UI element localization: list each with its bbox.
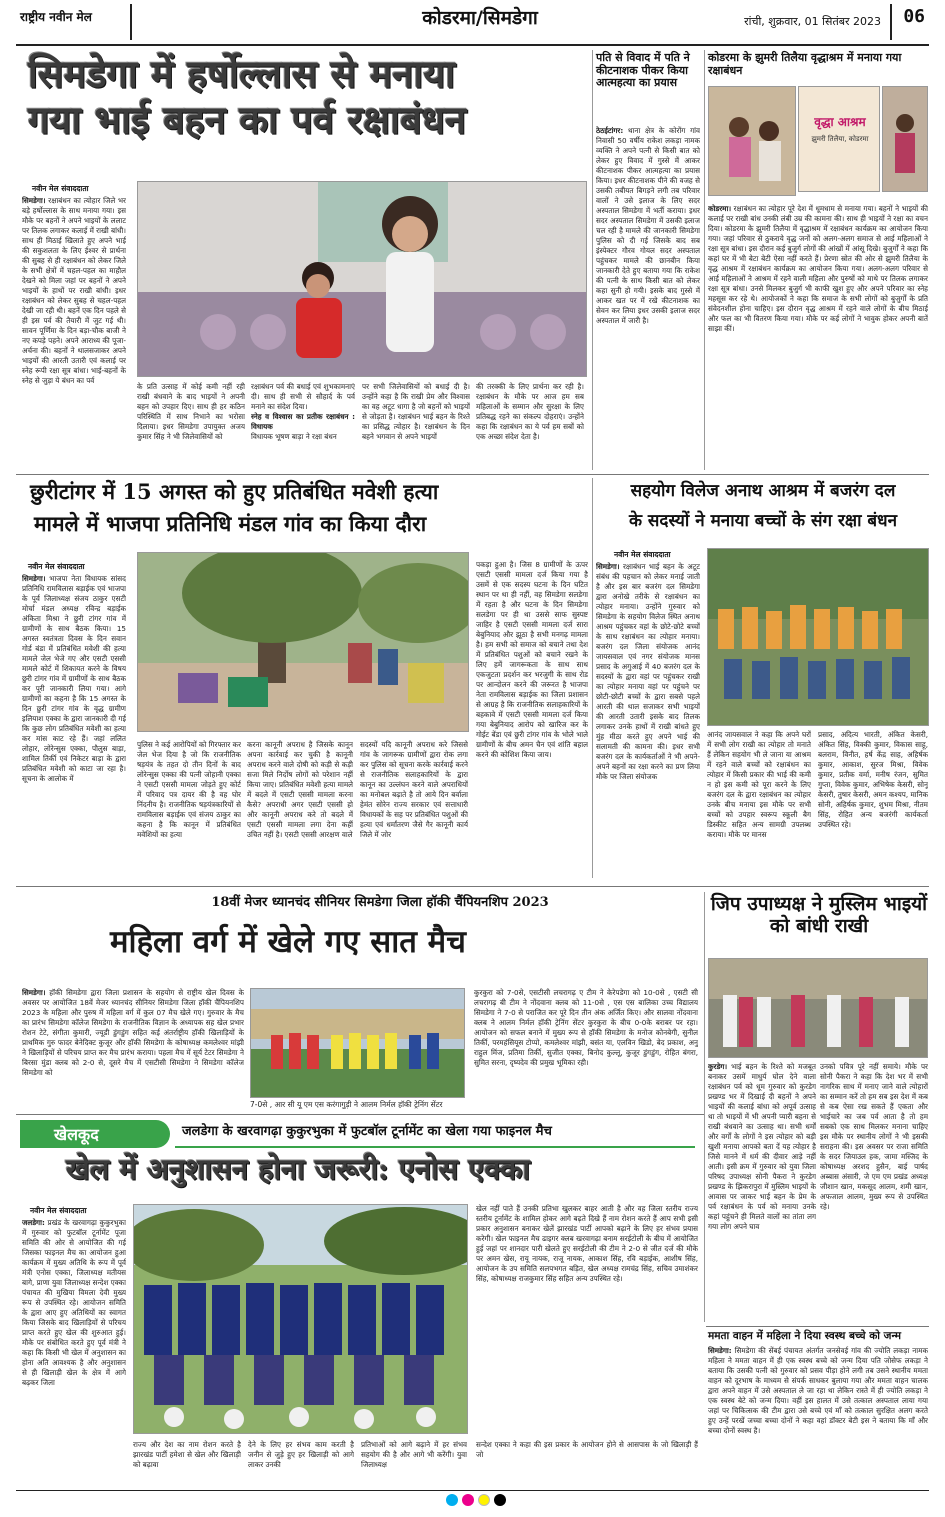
lead-headline-1: सिमडेगा में हर्षोल्लास से मनाया: [28, 51, 456, 96]
registration-strip: [16, 1494, 929, 1508]
ashram-sign-subtext: झुमरी तिलैया, कोडरमा: [811, 135, 869, 143]
village-body-col3: करना कानूनी अपराध है जिसके कानून अपना कार्रवाई कर चुकी है कानूनी अपराध करने वाले दोषी को कड़ी से कड़ी सजा मिले निर्दोष लोगों को परेशान नहीं किया जाए। प्रतिबंधित मवेशी हत्या मामले में बदले में एसटी एससी मामला करना कैसे? अपराधी अगर एसटी एससी हो और कानूनी अपराध करे तो बदले में एसटी एससी मामला लगा देना कहीं उचित नहीं है। एसटी एससी आरक्षण वाले: [247, 740, 353, 839]
hockey-headline: महिला वर्ग में खेले गए सात मैच: [110, 924, 466, 960]
masthead-rule: [16, 44, 929, 46]
registration-black-mark: [494, 1494, 506, 1506]
mamta-headline: ममता वाहन में महिला ने दिया स्वस्थ बच्चे को जन्म: [708, 1330, 902, 1342]
village-body-col4: सदस्यों यदि कानूनी अपराध करे जिससे गांव के जागरूक ग्रामीणों द्वारा रोक लगा कर पुलिस को सूचना करके कार्रवाई करने से राजनीतिक सलाहकारियों के द्वारा कानून का उल्लंघन करने वाले अपराधियों का मनोबल बढ़ाते है तो आये दिन बर्वाला हेमंत सोरेन राज्य सरकार एवं सत्ताधारी विधायकों के सह पर प्रतिबंधित पशुओं की हत्या एवं धर्मांतरण जैसे गैर कानूनी कार्य जिले में जोर: [360, 740, 468, 839]
side-story-1-headline: पति से विवाद में पति ने कीटनाशक पीकर किया आत्महत्या का प्रयास: [596, 51, 690, 90]
column-divider: [592, 478, 593, 878]
football-team-photo: [133, 1204, 468, 1434]
village-body-left: सिमडेगा। भाजपा नेता विधायक सांसद प्रतिनिधि रामविलास बड़ाईक एवं भाजपा के पूर्व जिलाध्यक्ष संजय ठाकुर एसटी मोर्चा मंडल अध्यक्ष रविन्द्र बड़ाईक अंकिता मिश्रा ने छुरी टांगर गांव में ग्रामीणों के साथ बैठक किया। 15 अगस्त स्वतंत्रता दिवस के दिन सवान गोर्ड बंडा में प्रतिबंधित मवेशी की हत्या मामले जेल भेजे गए और एसटी एससी मामले कोर्ट में शिकायत करने के विषय छुरी टांगर गांव में ग्रामीणों के साथ बैठक कर पूरी जानकारी लिया गया। आगे ग्रामीणों का कहना है कि 15 अगस्त के दिन छुरी टांगर गांव के वृद्ध ग्रामीण इलियाश एक्का के द्वारा जानकारी दी गई कि कुछ लोग प्रतिबंधित मवेशी का हत्या कर मांस काट रहे हैं। जहां ललित लोहार, लोरेन्सुस एक्का, पौलुस बाड़ा, शामिल तिर्की एवं निकेटर बाड़ा के द्वारा प्रतिबंधित मवेशी को काटा जा रहा है। सूचना के आलोक में: [22, 574, 126, 783]
section-rule: [16, 886, 929, 887]
football-body-bottom-1: राज्य और देश का नाम रोशन करते है झारखंड पार्टी हमेशा से खेल और खिलाड़ी को बढ़ावा: [133, 1440, 241, 1469]
ashram-photo-1: [708, 86, 796, 196]
ashram-body-right: प्रसाद, अदित्य भारती, अंकित केसरी, अंकित सिंह, विक्की कुमार, विकास साहू, बलराम, विनीत, हर्ष केंद्र साह, अहिर्षक कुमार, आकाश, सुरज मिश्रा, विवेक कुमार, प्रतीक वर्मा, मनीष रंजन, सुमित गुप्ता, विवेक कुमार, अभिषेक केसरी, सोनू केसरी, तुषार केसरी, अमन कश्यप, मानिक सोनी, अहिर्षक कुमार, शुभम मिश्रा, नीतम सिंह, रोहित अन्य बजरंगी कार्यकर्ता उपस्थित रहे।: [818, 730, 928, 829]
rakhi-muslim-body-left: कुरडेग। भाई बहन के रिश्ते को मजबूत बनाकर उसमें माधुर्य घोल देने वाला रक्षाबंधन पर्व को धूम गुरुवार को कुरडेग प्रखण्ड भर में दिखाई दी बहनों ने अपने भाइयों की कलाई बांधा को अपूर्व उत्साह था तो भाइयों में भी अपनी प्यारी बहना से राखी बंधवाने का उत्साह था। सभी धर्मों और वर्गों के लोगों ने इस त्योहार को बड़ी खुशी मनाया आपको बता दें यह त्योहार है जिसे मानने में धर्म की दीवार आड़े नहीं आती। इसी क्रम में गुरुवार को युवा जिला परिषद उपाध्यक्ष सोनी पैकरा ने कुरडेग प्रखण्ड के झिकरापुरा में मुस्लिम भाइयों के आवास पर जाकर भाई बहन के प्रेम के पर्व रक्षाबंधन के पर्व को मनाया उनके कहां पहुंचने ही मिलते वालों का तांता लग गया लोग अपने घाव: [708, 1062, 816, 1231]
registration-yellow-mark: [478, 1494, 490, 1506]
bajrang-dal-group-photo: [707, 548, 929, 726]
brand-logo-text: राष्ट्रीय नवीन मेल: [20, 10, 92, 24]
side-story-1-body: ठेठईटांगर: थाना क्षेत्र के कोरोंग गांव निवासी 50 वर्षीय राकेश लकड़ा नामक व्यक्ति ने अपने पत्नी से किसी बात को लेकर हुए विवाद में गुस्से में आकर कीटनाशक पीकर आत्महत्या का प्रयास किया। इधर कीटनाशक पीने की वजह से उसकी तबीयत बिगड़ने लगी तब परिवार वालों ने उसे इलाज के लिए सदर अस्पताल सिमडेगा में भर्ती कराया। इधर सदर अस्पताल सिमडेगा में उसकी इलाज चल रही है मामले की जानकारी सिमडेगा पुलिस को दी गई जिसके बाद सब इंस्पेक्टर गौरव गोयल सदर अस्पताल पहुंचकर मामले की छानबीन किया जानकारी देते हुए बताया गया कि राकेश की पत्नी के साथ किसी बात को लेकर कहा सुनी हो गयी। इसके बाद गुस्से में आकर खत पर में रखे कीटनाशक का सेवन कर लिया इधर उसकी इलाज सदर अस्पताल में जारी है।: [596, 126, 700, 325]
rakhi-muslim-photo: [708, 958, 928, 1058]
village-body-col5: पकड़ा हुआ है। जिस 8 ग्रामीणों के ऊपर एसटी एससी मामला दर्ज किया गया है उसमें से एक सदस्य घटना के दिन घटित स्थान पर था ही नहीं, वह सिमडेगा सलडेगा में रहता है और घटना के दिन सिमडेगा सलडेगा पर ही था उससे साफ सुस्पष्ट जाहिर है एसटी एससी मामला दर्ज सारा बेबुनियाद और झूठा है सभी मनगढ़ मामला है। हम सभी को समाज को बचाने तथा देश में प्रतिबंधित पशुओं को बचाने रखने के लिए हमें जागरूकता के साथ साथ एकजुटता प्रदर्शन कर भरजुगी के साथ रोड पर आन्दोलन करने की जरूरत है भाजपा नेता रामविलास बड़ाईक का जिला प्रशासन से आग्रह है कि राजनीतिक सलाहकारियों के बहकावे में एसटी एससी मामला दर्ज किया गया बेबुनियाद आरोप को खारिज कर के गोईट बेंडा एवं छुरी टांगर गांव के भोले भाले ग्रामीणों के बीच अमन चैन एवं शांति बहाल करने की कोशिश किया जाय।: [476, 560, 588, 759]
football-body-left: जलडेगा: प्रखंड के खरवागढ़ा कुकुरभुका में गुरुवार को फुटबॉल टूर्नामेंट पूजा समिति की ओर से आयोजित की गई जिसका फाइनल मैच का आयोजन हुआ कार्यक्रम में मुख्य अतिथि के रूप में पूर्व मंत्री एनोस एक्का, जिलाध्यक्ष मतीयस बागे, प्राणा युवा जिलाध्यक्ष सन्देश एक्का पंचायत की मुखिया विमला देवी मुख्य रूप से उपस्थित रहे। आयोजन समिति के द्वारा आए हुए अतिथियों का स्वागत किया जिसके बाद खिलाड़ियों से परिचय प्राप्त करते हुए खेल की शुरुआत हुई। मौके पर संबोधित करते हुए पूर्व मंत्री ने कहा कि किसी भी खेल में अनुशासन का होना अति आवश्यक है और अनुशासन से ही खिलाड़ी खेल के क्षेत्र में आगे बढ़कर जिला: [22, 1218, 126, 1387]
hockey-kicker: 18वीं मेजर ध्यानचंद सीनियर सिमडेगा जिला हॉकी चैंपियनशिप 2023: [211, 895, 549, 910]
column-divider: [592, 50, 593, 470]
village-headline-2: मामले में भाजपा प्रतिनिधि मंडल गांव का किया दौरा: [34, 511, 427, 536]
column-divider: [704, 50, 705, 470]
khelkud-section-tag: खेलकूद: [20, 1120, 170, 1148]
hockey-photo-caption: 7-0से , आर सी यू एम एस करंगागुड़ी ने आलम निर्मल हॉकी ट्रेनिंग सेंटर: [250, 1100, 443, 1109]
ashram-headline-2: के सदस्यों ने मनाया बच्चों के संग रक्षा बंधन: [628, 511, 898, 531]
football-kicker: जलडेगा के खरवागढ़ा कुकुरभुका में फुटबॉल टूर्नामेंट का खेला गया फाइनल मैच: [182, 1124, 552, 1139]
kicker-underline: [175, 1146, 695, 1148]
side-story-2-body: कोडरमा। रक्षाबंधन का त्योहार पूरे देश में धूमधाम से मनाया गया। बहनों ने भाइयों की कलाई पर राखी बांध उनकी लंबी उम्र की कामना की। साथ ही भाइयों ने रक्षा का वचन दिया। कोडरमा के झुमरी तिलैया में वृद्धाश्रम में रक्षाबंधन कार्यक्रम का आयोजन किया गया। जहां परिवार से ठुकराये वृद्ध जनों को अलग-अलग समाज से आई महिलाओं ने रक्षा सूत्र बांधा। इस दौरान कई बुजुर्ग लोगों की आंखों में आंसू दिखे। बुजुर्गों ने कहा कि कहां घर में भी बेटा बेटी ऐसा नहीं करते हैं। प्रेरणा स्रोत की ओर से झुमरी तिलैया के वृद्ध आश्रम में रक्षाबंधन कार्यक्रम का आयोजन किया गया। अलग-अलग परिवार से आई महिलाओं ने आश्रम में रहने वाली महिला और पुरुषों को माथे पर तिलक लगाकर रक्षा सूत्र बांधा। उनसे मिलकर बुजुर्ग भी काफी खुश हुए और अपने परिवार का स्नेह महसूस कर रहे थे। आयोजकों ने कहा कि समाज के सभी लोगों को बुजुर्गों के प्रति संवेदनशील होना चाहिए। इस दौरान वृद्ध आश्रम में रहने वाले लोगों के बीच मिठाई और फल का भी वितरण किया गया। मौके पर कई लोगों ने भावुक होकर अपनी बातें साझा कीं।: [708, 204, 928, 333]
issue-dateline: रांची, शुक्रवार, 01 सितंबर 2023: [744, 15, 881, 28]
football-body-right: खेल नहीं पाते हैं उनकी प्रतिभा खुलकर बाहर आती है और वह जिला स्तरीय राज्य स्तरीय टूर्नामेंट के शामिल होकर आगे बढ़ते दिखे हैं नाम रोशन करते हैं आप सभी इसी प्रकार अनुशासन बनाकर खेलें झारखंड पार्टी आपको बढ़ाने के लिए हर संभव प्रयास करेगी। खेल फाइनल मैच ढाइगर क्लब खरवागढ़ा बनाम सरईटोली के बीच में आयोजित हुई जहां पर शानदार पारी खेलते हुए सरईटोली की टीम ने 2-0 से जीत दर्ज की मौके पर अमन खेस, रायू नायक, राजू नायक, आकाश सिंह, रवि बड़ाईक, आशीष सिंह, आयोजन के उप समिति सलपभगत बड़ित, खेल अध्यक्ष रामचंद्र सिंह, सचिव उमाशंकर सिंह, कोषाध्यक्ष राजकुमार सिंह सहित अन्य उपस्थित रहे।: [476, 1204, 698, 1283]
ashram-sign-photo: [798, 86, 880, 192]
lead-headline-2: गया भाई बहन का पर्व रक्षाबंधन: [28, 97, 467, 142]
ashram-body-mid: आनंद जायसवाल ने कहा कि अपने घरों में सभी लोग राखी का त्योहार तो मनाते हैं लेकिन सहयोग भी ले जाना या आश्रम में रहने वाले बच्चों को रक्षाबंधन का त्योहार में किसी प्रकार की भाई की कमी न हो इस कमी को पूरा करने के लिए बजरंग दल के द्वारा रक्षाबंधन का त्योहार उनके बीच मनाया इस मौके पर सभी बच्चों को उपहार स्वरूप स्कूली बैग डिस्कीट सहित अन्य सामग्री उपलब्ध कराया। मौके पर मानस: [707, 730, 811, 839]
football-body-bottom-4: सन्देश एक्का ने कहा की इस प्रकार के आयोजन होने से आसपास के जो खिलाड़ी हैं जो: [476, 1440, 698, 1459]
village-byline: नवीन मेल संवाददाता: [28, 562, 85, 571]
lead-photo-children: [137, 181, 587, 377]
football-headline: खेल में अनुशासन होना जरूरी: एनोस एक्का: [66, 1152, 531, 1186]
village-headline-1: छुरीटांगर में 15 अगस्त को हुए प्रतिबंधित मवेशी हत्या: [30, 479, 439, 504]
lead-subhead-mla: स्नेह व विश्वास का प्रतीक रक्षाबंधन : विधायक: [251, 412, 355, 431]
ashram-sign-text: वृद्धा आश्रम: [814, 115, 866, 129]
ashram-photo-2: [882, 86, 928, 192]
football-body-bottom-2: देने के लिए हर संभव काम करती है जनीन से जुड़े हुए हर खिलाड़ी को आगे लाकर उनकी: [248, 1440, 354, 1469]
mamta-body: सिमडेगा: सिमडेगा की सेंबई पंचायत अंतर्गत जनसेवई गांव की ज्योति लकड़ा नामक महिला ने ममता वाहन में ही एक स्वस्थ बच्चे को जन्म दिया पति जोसेफ लकड़ा ने बताया कि उसकी पत्नी को गुरुवार को प्रसव पीड़ा होने लगी तब उसने स्थानीय ममता वाहन को दूरभाष के माध्यम से संपर्क साधकर बुलाया गया और ममता वाहन चालक द्वारा अपने वाहन में उसे अस्पताल ले जा रहा था लेकिन रास्ते में ही ज्योति लकड़ा ने एक स्वस्थ बेटे को जन्म दिया। वहीं इस हालत में उसे तत्काल अस्पताल लाया गया जहां पर चिकित्सक की टीम द्वारा उसे बच्चे एवं माँ को तत्काल सुरक्षित अलग करते हुए उन्हें परखें जच्चा बच्चा दोनों ने कहा वहां डॉक्टर बेटी इस ने बताया कि माँ और बच्चा दोनों स्वस्थ है।: [708, 1346, 928, 1435]
masthead-separator: [130, 4, 132, 40]
page-number: 06: [903, 6, 925, 27]
registration-magenta-mark: [462, 1494, 474, 1506]
side-story-2-headline: कोडरमा के झुमरी तिलैया वृद्धाश्रम में मनाया गया रक्षाबंधन: [708, 51, 902, 77]
lead-body-col3: रक्षाबंधन पर्व की बधाई एवं शुभकामनाएं दी। साथ ही सभी से सौहार्द के पर्व मनाने का संदेश दिया। स्नेह व विश्वास का प्रतीक रक्षाबंधन : विधायक विधायक भूषण बाड़ा ने रक्षा बंधन: [251, 382, 355, 441]
lead-body-col2: के प्रति उत्साह में कोई कमी नहीं रही राखी बंधवाने के बाद भाइयों ने अपनी बहन को उपहार दिए। साथ ही हर कठिन परिस्थिति में साथ निभाने का भरोसा दिलाया। इधर सिमडेगा उपायुक्त अजय कुमार सिंह ने भी जिलेवासियों को: [137, 382, 245, 441]
village-body-col2: पुलिस ने कई आरोपियों को गिरफ्तार कर जेल भेज दिया है जो कि राजनीतिक षड़यंत्र के तहत दो तीन दिनों के बाद लोरेन्सुस एक्का की पत्नी जोहानी एक्का ने एसटी एससी मामला जोड़ते हुए कोर्ट में परिवाद पत्र दायर की है वह घोर निंदनीय है। राजनीतिक षड़यंत्रकारियों से रामविलास बड़ाईक एवं संजय ठाकुर का कहना है कि कानून में प्रतिबंधित मवेशियों का हत्या: [137, 740, 241, 839]
hockey-team-photo: [250, 988, 465, 1098]
section-title: कोडरमा/सिमडेगा: [422, 7, 538, 29]
rakhi-muslim-body-right: उनको पवित्र पूरे नहीं समाये। मौके पर सोनी पैकरा ने कहा कि देश भर में सभी नागरिक साथ में मनाए जाने वाले त्योहारों का सम्मान करें तो हम सब इस देश में कब से कब ऐसा रख सकते हैं एकता और भाईचारे का जब पर्व आता है तो हम सबको एक साथ मिलकर मनाना चाहिए इस मौके पर स्थानीय लोगों ने भी इसकी सराहना की। इस अवसर पर राजा समिति के सदर जियाउल हक, जामा मस्जिद के कोषाध्यक्ष अरशद हुसैन, बाई पार्षद अब्बास अंसारी, जे एम एम प्रखंड अध्यक्ष जीशान खान, मकसूद आलम, शमी खान, अफजाल आलम, मुख्य रूप से उपस्थित रहे।: [820, 1062, 928, 1211]
ashram-headline-1: सहयोग विलेज अनाथ आश्रम में बजरंग दल: [630, 481, 896, 501]
column-divider: [704, 892, 705, 1322]
ashram-byline: नवीन मेल संवाददाता: [614, 550, 671, 559]
lead-body-left: सिमडेगा। रक्षाबंधन का त्योहार जिले भर बड़े हर्षोल्लास के साथ मनाया गया। इस मौके पर बहनों ने अपने भाइयों के ललाट पर तिलक लगाकर कलाई में राखी बांधी। साथ ही मिठाई खिलाते हुए अपने भाई की सकुशलता के लिए ईश्वर से प्रार्थना की सुबह से ही रक्षाबंधन को लेकर जिले के सभी क्षेत्रों में चहल-पहल का माहौल देखने को मिला जहां पर बहनों ने अपने भाइयों के हाथों पर राखी बांधी। इधर रक्षाबंधन को लेकर सुबह से चहल-पहल देखी जा रही थी। बहनें एक दिन पहले से ही इस पर्व की तैयारी में जुट गई थी। सावन पूर्णिमा के दिन बड़ा-चौक बाजी ने नए कपड़े पहने। अपने आराध्य की पूजा-अर्चना की। बहनों ने थालसजाकर अपने भाइयों की आरती उतारी एवं कलाई पर स्नेह रूपी रक्षा सूत्र बांधा। भाई-बहनों के स्नेह से जुड़ा ये बंधन का पर्व: [22, 196, 126, 385]
village-meeting-photo: [137, 552, 469, 732]
section-rule: [706, 1326, 929, 1327]
section-rule: [16, 1114, 704, 1115]
lead-body-col5: की तरक्की के लिए प्रार्थना कर रही है। रक्षाबंधन के मौके पर आज हम सब महिलाओं के सम्मान और सुरक्षा के लिए प्रतिबद्ध रहने का संकल्प दोहराएं। उन्होंने कहा कि रक्षाबंधन का ये पर्व हम सबों को एक अच्छा संदेश देता है।: [476, 382, 584, 441]
football-body-bottom-3: प्रतिभाओं को आगे बढ़ाने में हर संभव सहयोग की है और आगे भी करेंगी। युवा जिलाध्यक्ष: [361, 1440, 467, 1469]
masthead-separator: [890, 4, 892, 40]
section-rule: [16, 474, 929, 475]
hockey-body-left: सिमडेगा। हॉकी सिमडेगा द्वारा जिला प्रशासन के सहयोग से राष्ट्रीय खेल दिवस के अवसर पर आयोजित 18वें मेजर ध्यानचंद सीनियर सिमडेगा जिला हॉकी चैंपियनशिप 2023 के महिला और पुरुष में महिला वर्ग में कुल 07 मैच खेले गए। गुरुवार के मैच का प्रारंभ सिमडेगा कॉलेज सिमडेगा के राजनीतिक विज्ञान के अध्यापक सह खेल प्रभार रोशन टेटे, संगीता कुमारी, ज्यूडी डुंगडुंग सहित कई अंतर्राष्ट्रीय हॉकी खिलाड़ियों के प्राथमिक गुरु फादर बेनेदिक्ट कुजूर और हॉकी सिमडेगा के कोषाध्यक्ष कमलेश्वर मांझी ने खिलाड़ियों से परिचय प्राप्त कर मैच प्रारंभ कराया। पहला मैच में सूर्य टेटर सिमडेगा ने बिरसा मुंडा क्लब को 2-0 से, दूसरे मैच में एसटीसी सिमडेगा ने सिमडेगा कॉलेज सिमडेगा को: [22, 988, 244, 1077]
rakhi-muslim-headline: जिप उपाध्यक्ष ने मुस्लिम भाइयों को बांधी राखी: [710, 893, 928, 937]
football-byline: नवीन मेल संवाददाता: [30, 1206, 87, 1215]
lead-byline: नवीन मेल संवाददाता: [32, 184, 89, 193]
lead-body-col4: पर सभी जिलेवासियों को बधाई दी है। उन्होंने कहा है कि राखी प्रेम और विश्वास का वह अटूट धागा है जो बहनों को भाइयों से जोड़ता है। रक्षाबंधन भाई बहन के रिश्ते का प्रसिद्ध त्योहार है। रक्षाबंधन के दिन बहने भगवान से अपने भाइयों: [362, 382, 470, 441]
registration-cyan-mark: [446, 1494, 458, 1506]
hockey-body-right: कुरकुरा को 7-0से, एसटीसी लचरागढ़ ए टीम ने केरेपडेगा को 10-0से , एसटी सी लचरागढ़ बी टीम ने नोंदवाना क्लब को 11-0से , एस एस बालिका उच्च विद्यालय सिमडेगा ने 7-0 से पराजित कर पूरे दिन तीन अंक अर्जित किए। और सालवा नोंदवाना क्लब ने आलम निर्मल हॉकी ट्रेनिंग सेंटर कुरकुरा के बीच 0-0के बराबर पर रहा। आयोजन को सफल बनाने में मुख्य रूप से हॉकी सिमडेगा के मनोज कोनबेगी, सुनील तिर्की, परमहंसियूस टोप्पो, कमलेश्वर मांझी, बसंत या, एलविन खिडो, बेद प्रकाश, अनु राहुल मिंज, प्रतिमा तिर्की, सुजीत एक्का, बिनोद कुल्लू, कुजूर डुंगडुंग, रोहित बंगरा, सुमित सरना, दृष्यदेव की प्रमुख भूमिका रही।: [474, 988, 698, 1067]
bottom-rule: [16, 1490, 929, 1491]
dateline-place: सिमडेगा।: [22, 196, 46, 205]
ashram-body-left: सिमडेगा। रक्षाबंधन भाई बहन के अटूट संबंध की पहचान को लेकर मनाई जाती है और इस बार बजरंग दल सिमडेगा द्वारा अनोखे तरीके से रक्षाबंधन का त्योहार मनाया। उन्होंने गुरुवार को सिमडेगा के सहयोग विलेज स्थित अनाथ आश्रम पहुंचकर वहां के छोटे-छोटे बच्चों के साथ रक्षाबंधन का त्योहार मनाया। बजरंग दल जिला संयोजक आनंद जायसवाल एवं नगर संयोजक मानस प्रसाद के अगुआई में 40 बजरंग दल के सदस्यों के द्वारा वहां पर पहुंचकर राखी का त्योहार मनाया वहां पर पहुंचने पर छोटी-छोटी बच्चों के द्वारा सबसे पहले आरती की थाल सजाकर सभी भाइयों की आरती उतारी इसके बाद तिलक लगाकर उनके हाथों में राखी बांधते हुए मुंह मीठा करते हुए अपने भाई की सलामती की कामना की। इधर सभी बजरंग दल के कार्यकर्ताओं ने भी अपने-अपने बहनों का रक्षा करने का प्रण लिया मौके पर जिला संयोजक: [596, 562, 700, 781]
